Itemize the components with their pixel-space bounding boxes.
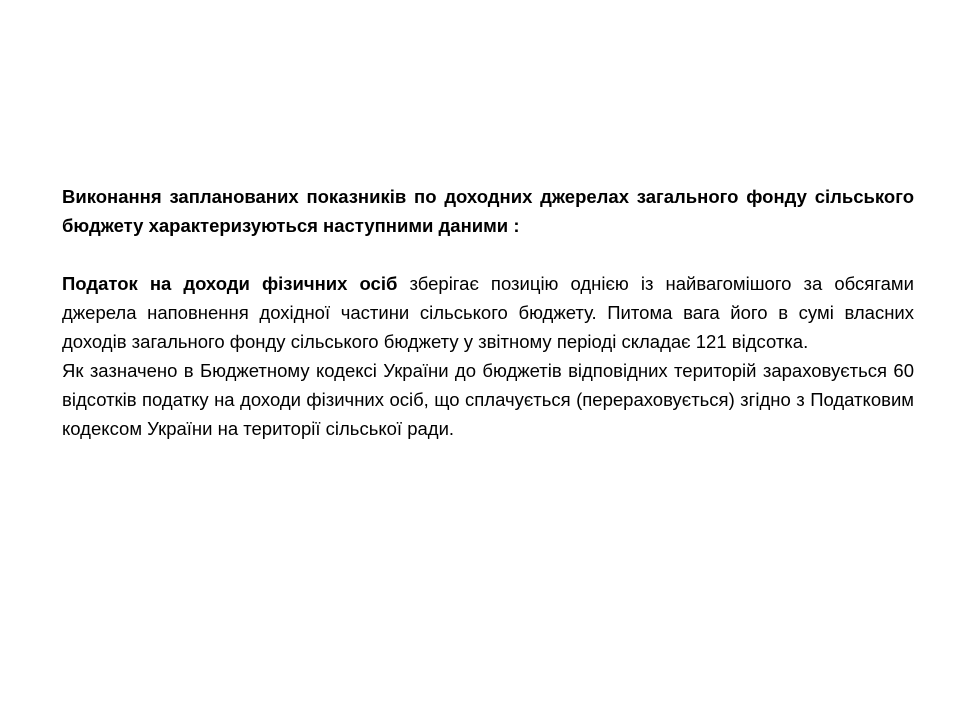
intro-heading: Виконання запланованих показників по доходних джерелах загального фонду сільського бюджету характеризуються наступними даними : bbox=[62, 186, 914, 236]
budget-code-paragraph: Як зазначено в Бюджетному кодексі України до бюджетів відповідних територій зараховується 60 відсотків податку на доходи фізичних осіб, що сплачується (перераховується) згідно з Податковим кодексом України на території сільської ради. bbox=[62, 360, 914, 439]
slide-text-body bbox=[62, 182, 914, 443]
pdfo-paragraph-text: зберігає позицію однією із найвагомішого за обсягами джерела наповнення дохідної частини сільського бюджету. Питома вага його в сумі власних доходів загального фонду сільського бюджету у звітному періоді складає 121 відсотка. bbox=[62, 273, 914, 352]
pdfo-paragraph bbox=[62, 269, 914, 356]
pdfo-bold-lead: Податок на доходи фізичних осіб bbox=[62, 273, 398, 294]
paragraph-spacer bbox=[62, 240, 914, 269]
